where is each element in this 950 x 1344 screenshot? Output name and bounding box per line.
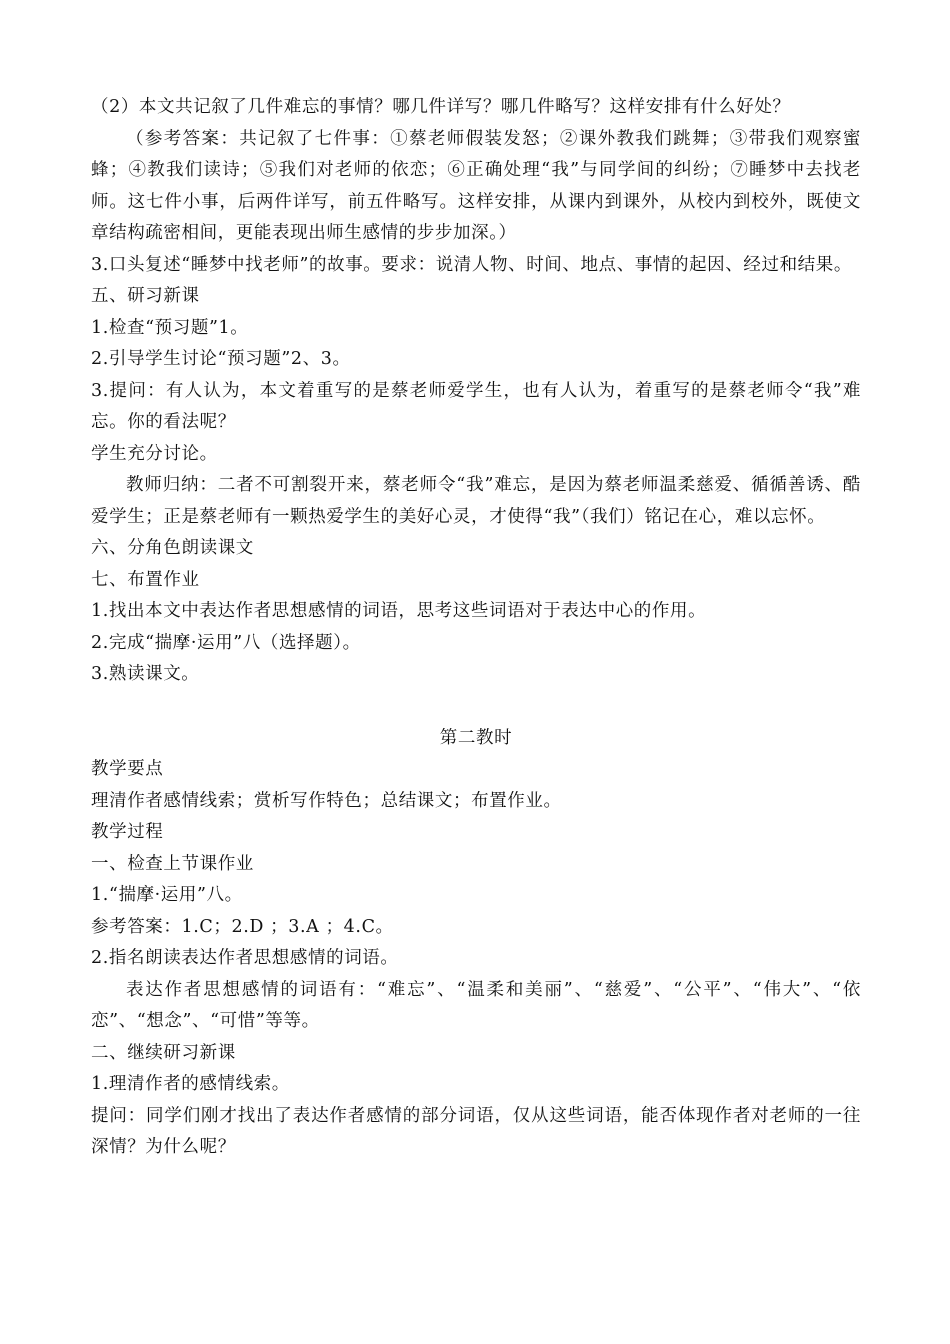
paragraph-l2-s2-1: 1.理清作者的感情线索。: [91, 1074, 290, 1094]
paragraph-key-points: 理清作者感情线索；赏析写作特色；总结课文；布置作业。: [91, 790, 562, 811]
paragraph-lesson-2-title: 第二教时: [439, 727, 513, 748]
paragraph-l2-s1-words: 表达作者思想感情的词语有：“难忘”、“温柔和美丽”、“慈爱”、“公平”、“伟大”、“依恋”、“想念”、“可惜”等等。: [91, 979, 861, 1031]
paragraph-s5-discuss: 学生充分讨论。: [91, 443, 218, 464]
paragraph-l2-section-2: 二、继续研习新课: [91, 1042, 236, 1063]
paragraph-q2: （2）本文共记叙了几件难忘的事情？哪几件详写？哪几件略写？这样安排有什么好处？: [91, 97, 791, 117]
paragraph-section-6: 六、分角色朗读课文: [91, 538, 254, 558]
document-body: [91, 92, 861, 1164]
paragraph-section-7: 七、布置作业: [91, 569, 200, 590]
paragraph-s7-2: 2.完成“揣摩·运用”八（选择题）。: [91, 632, 361, 653]
paragraph-item-3: 3.口头复述“睡梦中找老师”的故事。要求：说清人物、时间、地点、事情的起因、经过和结果。: [91, 254, 852, 275]
blank-line: [91, 691, 861, 723]
paragraph-l2-s2-question: 提问：同学们刚才找出了表达作者感情的部分词语，仅从这些词语，能否体现作者对老师的一往深情？为什么呢？: [91, 1105, 861, 1157]
paragraph-section-5: 五、研习新课: [91, 286, 200, 306]
paragraph-s7-3: 3.熟读课文。: [91, 664, 200, 684]
paragraph-s5-2: 2.引导学生讨论“预习题”2、3。: [91, 349, 351, 369]
paragraph-s5-3: 3.提问：有人认为，本文着重写的是蔡老师爱学生，也有人认为，着重写的是蔡老师令“我”难忘。你的看法呢？: [91, 380, 861, 432]
paragraph-l2-s1-1: 1.“揣摩·运用”八。: [91, 885, 243, 905]
paragraph-process-heading: 教学过程: [91, 822, 164, 842]
paragraph-s7-1: 1.找出本文中表达作者思想感情的词语，思考这些词语对于表达中心的作用。: [91, 601, 707, 621]
paragraph-s5-1: 1.检查“预习题”1。: [91, 317, 249, 338]
paragraph-l2-s1-2: 2.指名朗读表达作者思想感情的词语。: [91, 948, 399, 968]
paragraph-l2-section-1: 一、检查上节课作业: [91, 853, 254, 874]
paragraph-key-points-heading: 教学要点: [91, 759, 164, 779]
paragraph-s5-summary: 教师归纳：二者不可割裂开来，蔡老师令“我”难忘，是因为蔡老师温柔慈爱、循循善诱、酷爱学生；正是蔡老师有一颗热爱学生的美好心灵，才使得“我”（我们）铭记在心，难以忘怀。: [91, 475, 861, 527]
paragraph-l2-s1-answer: 参考答案：1.C；2.D ；3.A ；4.C。: [91, 916, 394, 937]
paragraph-q2-answer: （参考答案：共记叙了七件事：①蔡老师假装发怒；②课外教我们跳舞；③带我们观察蜜蜂；④教我们读诗；⑤我们对老师的依恋；⑥正确处理“我”与同学间的纠纷；⑦睡梦中去找老师。这七件小事，后两件详写，前五件略写。这样安排，从课内到课外，从校内到校外，既使文章结构疏密相间，更能表现出师生感情的步步加深。）: [91, 128, 861, 243]
